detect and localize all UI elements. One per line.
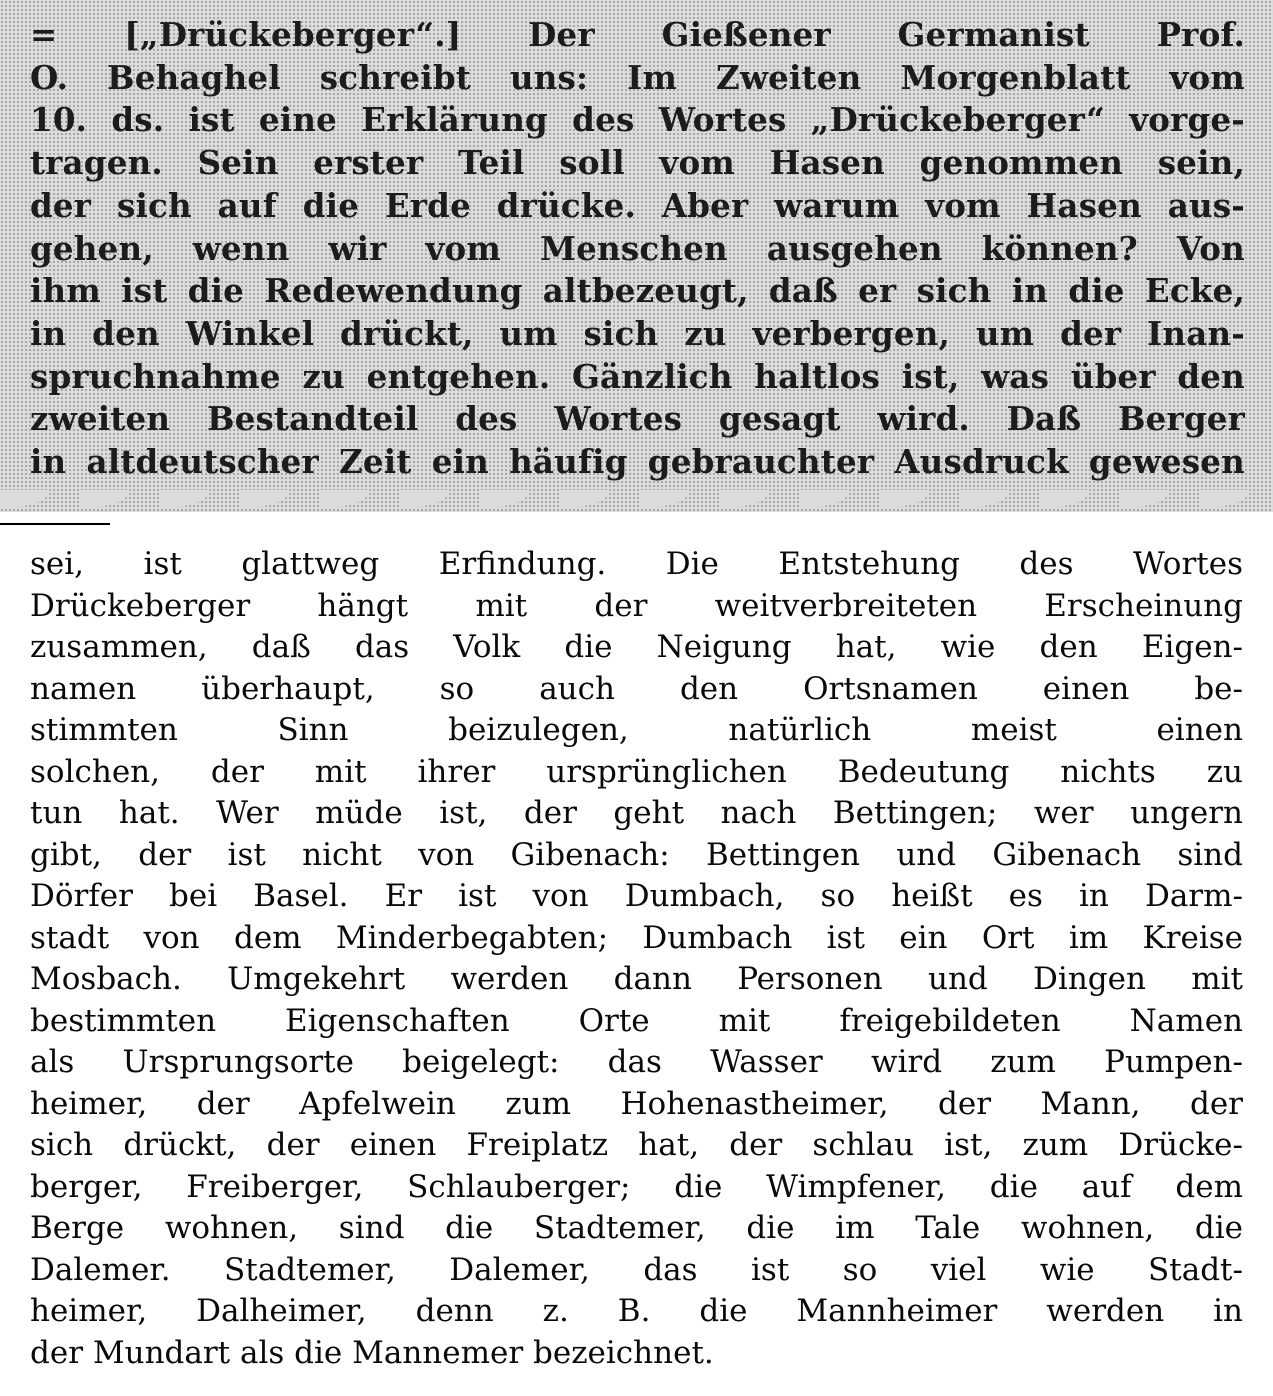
torn-edge <box>0 490 1273 520</box>
text-line: tragen. Sein erster Teil soll vom Hasen genommen sein, <box>30 143 1245 183</box>
clipping-fragment-top <box>0 0 1273 512</box>
text-line: 10. ds. ist eine Erklärung des Wortes „Drückeberger“ vorge- <box>30 100 1245 140</box>
text-line: gehen, wenn wir vom Menschen ausgehen können? Von <box>30 228 1245 268</box>
text-line: zweiten Bestandteil des Wortes gesagt wird. Daß Berger <box>30 399 1245 439</box>
text-line: solchen, der mit ihrer ursprünglichen Bedeutung nichts zu <box>30 753 1243 790</box>
text-line: sei, ist glattweg Erfindung. Die Entstehung des Wortes <box>30 546 1243 582</box>
text-line: stimmten Sinn beizulegen, natürlich meist einen <box>30 712 1243 748</box>
text-line: sich drückt, der einen Freiplatz hat, der schlau ist, zum Drücke- <box>30 1127 1243 1163</box>
text-line: Berge wohnen, sind die Stadtemer, die im Tale wohnen, die <box>30 1210 1243 1246</box>
text-line: der Mundart als die Mannemer bezeichnet. <box>30 1334 714 1371</box>
text-line: in altdeutscher Zeit ein häufig gebrauchter Ausdruck gewesen <box>30 442 1245 482</box>
text-line: heimer, der Apfelwein zum Hohenastheimer, der Mann, der <box>30 1085 1243 1122</box>
bottom-text-block <box>30 544 1243 1374</box>
text-line: namen überhaupt, so auch den Ortsnamen einen be- <box>30 670 1243 707</box>
text-line: ihm ist die Redewendung altbezeugt, daß er sich in die Ecke, <box>30 271 1245 311</box>
text-line: in den Winkel drückt, um sich zu verbergen, um der Inan- <box>30 313 1245 353</box>
text-line: berger, Freiberger, Schlauberger; die Wimpfener, die auf dem <box>30 1168 1243 1205</box>
text-line: Drückeberger hängt mit der weitverbreiteten Erscheinung <box>30 587 1243 624</box>
clipping-fragment-bottom <box>0 536 1273 1396</box>
text-line: stadt von dem Minderbegabten; Dumbach ist ein Ort im Kreise <box>30 919 1243 956</box>
text-line: Mosbach. Umgekehrt werden dann Personen und Dingen mit <box>30 961 1243 997</box>
top-text-block <box>30 14 1245 484</box>
text-line: Dörfer bei Basel. Er ist von Dumbach, so heißt es in Darm- <box>30 878 1243 914</box>
text-line: bestimmten Eigenschaften Orte mit freigebildeten Namen <box>30 1002 1243 1039</box>
text-line: spruchnahme zu entgehen. Gänzlich haltlos ist, was über den <box>30 356 1245 396</box>
text-line: zusammen, daß das Volk die Neigung hat, wie den Eigen- <box>30 629 1243 665</box>
text-line: gibt, der ist nicht von Gibenach: Bettingen und Gibenach sind <box>30 836 1243 873</box>
text-line: tun hat. Wer müde ist, der geht nach Bettingen; wer ungern <box>30 795 1243 831</box>
text-line: heimer, Dalheimer, denn z. B. die Mannheimer werden in <box>30 1293 1243 1329</box>
text-line: als Ursprungsorte beigelegt: das Wasser wird zum Pumpen- <box>30 1044 1243 1080</box>
separator-line <box>0 523 110 525</box>
text-line: Dalemer. Stadtemer, Dalemer, das ist so viel wie Stadt- <box>30 1251 1243 1288</box>
text-line: = [„Drückeberger“.] Der Gießener Germanist Prof. <box>30 15 1245 54</box>
text-line: O. Behaghel schreibt uns: Im Zweiten Morgenblatt vom <box>30 57 1245 97</box>
text-line: der sich auf die Erde drücke. Aber warum vom Hasen aus- <box>30 185 1245 225</box>
